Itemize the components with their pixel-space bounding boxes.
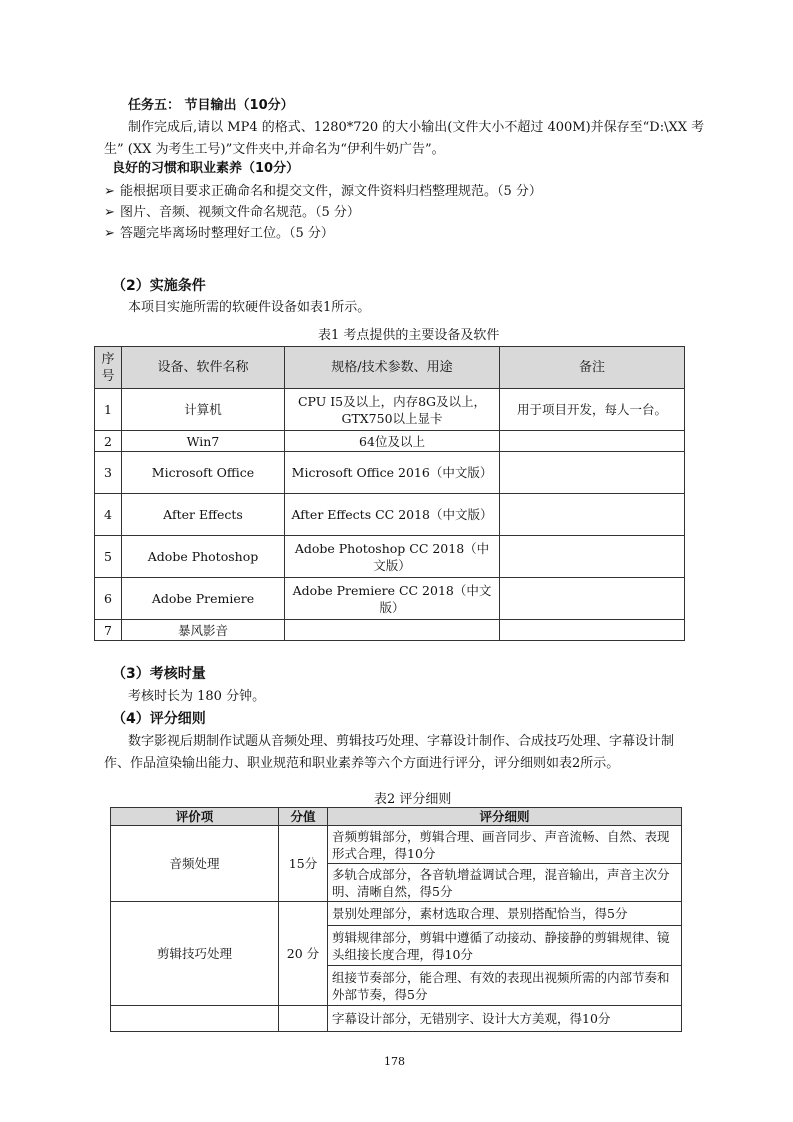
table-row: 4 After Effects After Effects CC 2018（中文版） bbox=[95, 494, 685, 536]
table-row: 剪辑规律部分，剪辑中遵循了动接动、静接静的剪辑规律、镜头组接长度合理，得10分 bbox=[111, 926, 682, 966]
section4-title: （4）评分细则 bbox=[112, 711, 206, 727]
table-row: 5 Adobe Photoshop Adobe Photoshop CC 2018（中文版） bbox=[95, 536, 685, 578]
arrow-bullet-icon: ➢ bbox=[104, 184, 115, 199]
table-row: 多轨合成部分，各音轨增益调试合理，混音输出，声音主次分明、清晰自然，得5分 bbox=[111, 864, 682, 902]
section3-title: （3）考核时量 bbox=[112, 666, 206, 682]
table-row: 字幕设计部分，无错别字、设计大方美观，得10分 bbox=[111, 1006, 682, 1032]
header-cell: 分值 bbox=[279, 808, 328, 826]
arrow-bullet-icon: ➢ bbox=[104, 205, 115, 220]
equipment-table bbox=[94, 346, 685, 641]
habits-title: 良好的习惯和职业素养（10分） bbox=[112, 161, 300, 176]
table-header-row bbox=[95, 347, 685, 389]
header-cell: 设备、软件名称 bbox=[122, 347, 285, 389]
header-cell: 规格/技术参数、用途 bbox=[285, 347, 500, 389]
table-header-row bbox=[111, 808, 682, 826]
task5-text-line2: 生” (XX 为考生工号)”文件夹中,并命名为“伊利牛奶广告”。 bbox=[104, 142, 445, 157]
table-row: 2 Win7 64位及以上 bbox=[95, 431, 685, 452]
table-row: 剪辑技巧处理 20 分 景别处理部分，素材选取合理、景别搭配恰当，得5分 bbox=[111, 902, 682, 926]
section2-title: （2）实施条件 bbox=[112, 278, 206, 294]
table-row: 组接节奏部分，能合理、有效的表现出视频所需的内部节奏和外部节奏，得5分 bbox=[111, 966, 682, 1006]
task5-title: 任务五： 节目输出（10分） bbox=[128, 98, 294, 113]
table-row: 1 计算机 CPU I5及以上，内存8G及以上，GTX750以上显卡 用于项目开发，每人一台。 bbox=[95, 389, 685, 431]
header-cell: 备注 bbox=[500, 347, 685, 389]
habits-item-1: ➢ 能根据项目要求正确命名和提交文件，源文件资料归档整理规范。（5 分） bbox=[104, 184, 542, 199]
arrow-bullet-icon: ➢ bbox=[104, 226, 115, 241]
table-row: 3 Microsoft Office Microsoft Office 2016（中文版） bbox=[95, 452, 685, 494]
section3-text: 考核时长为 180 分钟。 bbox=[128, 689, 266, 704]
header-cell: 评价项 bbox=[111, 808, 279, 826]
header-cell: 序号 bbox=[95, 347, 122, 389]
table-row: 音频处理 15分 音频剪辑部分，剪辑合理、画音同步、声音流畅、自然、表现形式合理，得10分 bbox=[111, 826, 682, 864]
table1-caption: 表1 考点提供的主要设备及软件 bbox=[318, 328, 500, 343]
section4-text-line1: 数字影视后期制作试题从音频处理、剪辑技巧处理、字幕设计制作、合成技巧处理、字幕设计制 bbox=[128, 734, 675, 749]
table-row: 7 暴风影音 bbox=[95, 620, 685, 641]
task5-text-line1: 制作完成后,请以 MP4 的格式、1280*720 的大小输出(文件大小不超过 400M)并保存至“D:\XX 考 bbox=[128, 120, 705, 135]
habits-item-3: ➢ 答题完毕离场时整理好工位。（5 分） bbox=[104, 226, 334, 241]
header-cell: 评分细则 bbox=[328, 808, 682, 826]
section2-text: 本项目实施所需的软硬件设备如表1所示。 bbox=[128, 300, 371, 315]
scoring-table bbox=[110, 807, 682, 1032]
page-number: 178 bbox=[384, 1055, 405, 1068]
table2-caption: 表2 评分细则 bbox=[374, 792, 452, 807]
table-row: 6 Adobe Premiere Adobe Premiere CC 2018（中文版） bbox=[95, 578, 685, 620]
habits-item-2: ➢ 图片、音频、视频文件命名规范。（5 分） bbox=[104, 205, 360, 220]
section4-text-line2: 作、作品渲染输出能力、职业规范和职业素养等六个方面进行评分，评分细则如表2所示。 bbox=[104, 756, 620, 771]
